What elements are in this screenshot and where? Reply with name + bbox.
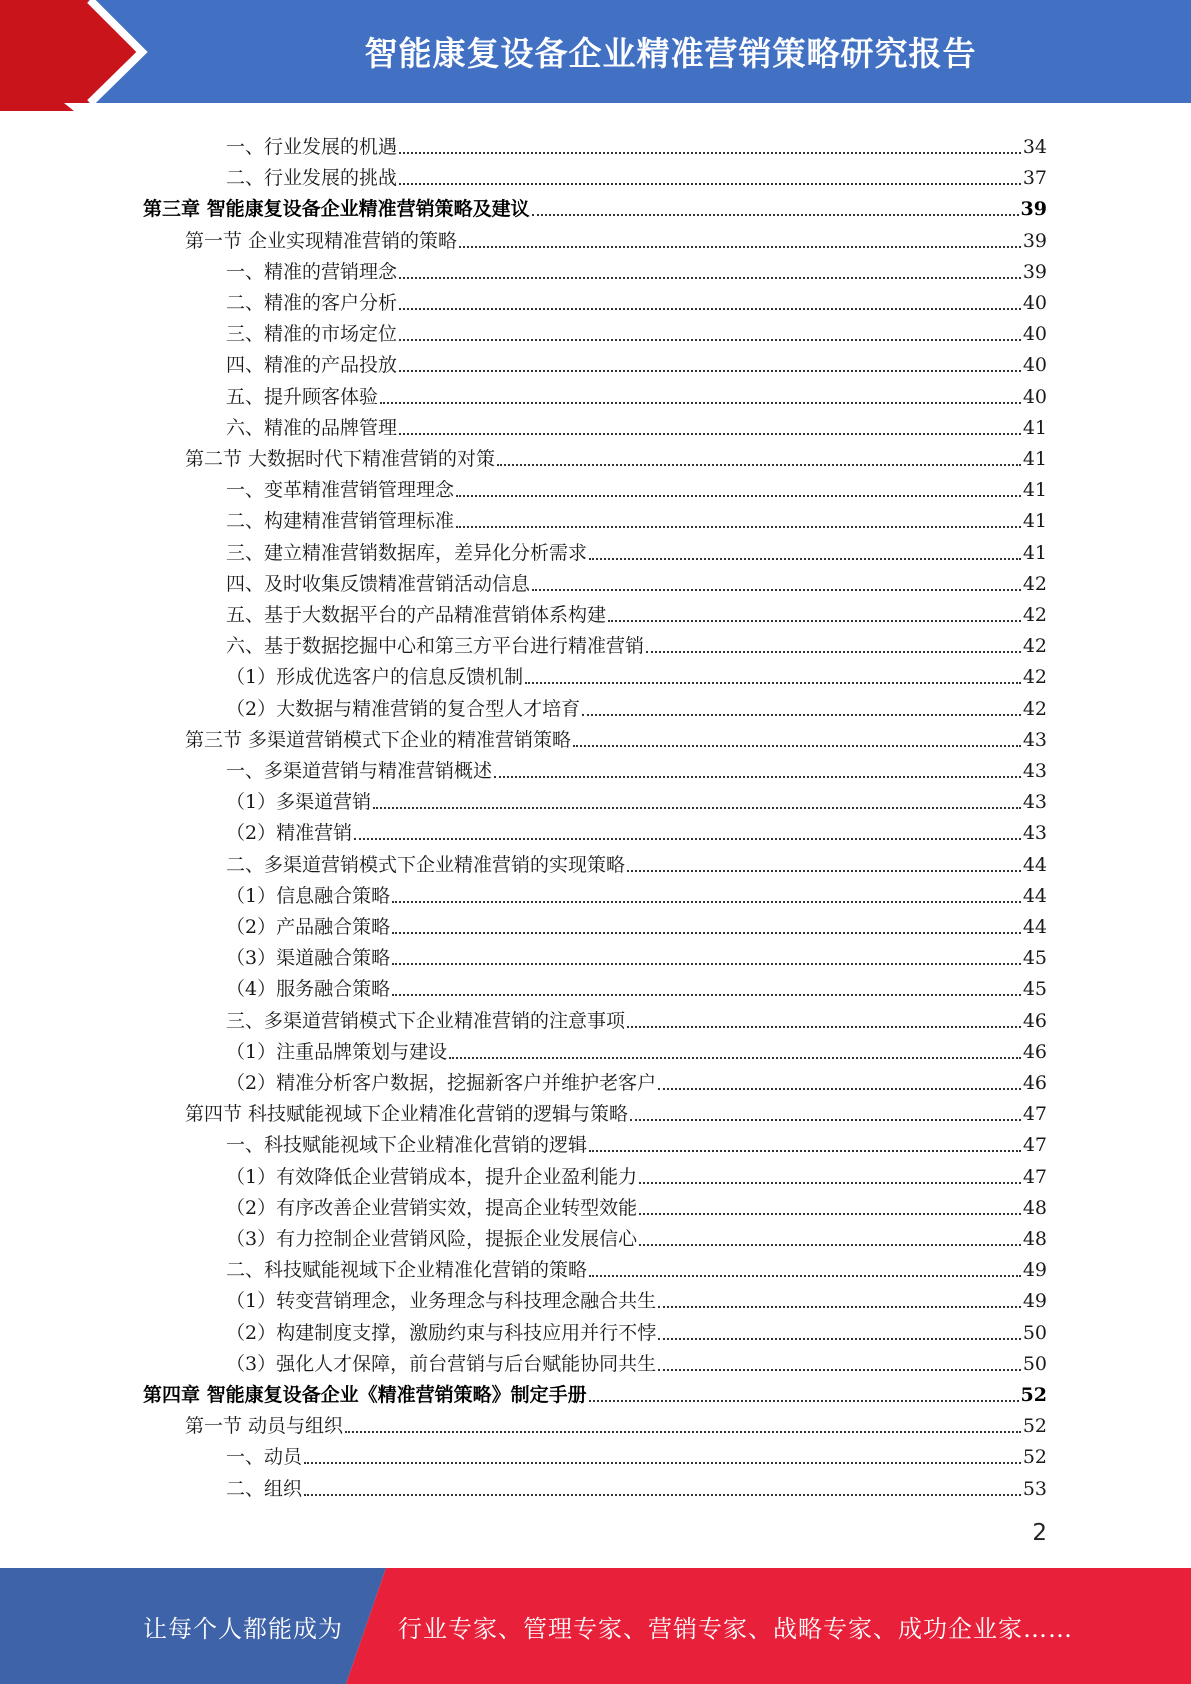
- toc-entry-page: 47: [1022, 1103, 1047, 1126]
- toc-entry[interactable]: [185, 440, 1047, 471]
- toc-dot-leader: [456, 526, 1021, 528]
- toc-entry-label: 第二节 大数据时代下精准营销的对策: [185, 448, 496, 470]
- toc-entry-page: 40: [1022, 292, 1047, 314]
- toc-entry[interactable]: [226, 1438, 1047, 1469]
- toc-entry[interactable]: [226, 1470, 1047, 1501]
- toc-entry-page: 41: [1022, 416, 1047, 439]
- toc-entry-label: 三、精准的市场定位: [226, 323, 398, 346]
- toc-entry-page: 44: [1022, 853, 1047, 876]
- toc-entry-page: 40: [1022, 354, 1047, 377]
- toc-dot-leader: [373, 807, 1021, 809]
- toc-entry[interactable]: [185, 721, 1047, 752]
- toc-entry-page: 43: [1022, 760, 1047, 782]
- toc-entry-label: 一、动员: [226, 1446, 303, 1469]
- toc-entry-label: （1）转变营销理念，业务理念与科技理念融合共生: [226, 1290, 657, 1313]
- toc-entry-label: 第三节 多渠道营销模式下企业的精准营销策略: [185, 728, 572, 751]
- toc-entry-page: 42: [1022, 604, 1047, 626]
- toc-dot-leader: [399, 277, 1021, 279]
- toc-entry-label: （2）构建制度支撑，激励约束与科技应用并行不悖: [226, 1321, 657, 1344]
- toc-entry-label: 二、行业发展的挑战: [226, 167, 398, 190]
- toc-entry[interactable]: [226, 534, 1047, 565]
- toc-dot-leader: [627, 870, 1021, 872]
- toc-entry-label: 第四章 智能康复设备企业《精准营销策略》制定手册: [143, 1384, 587, 1406]
- toc-entry-page: 42: [1022, 635, 1047, 658]
- toc-dot-leader: [399, 370, 1021, 372]
- toc-entry-label: （1）形成优选客户的信息反馈机制: [226, 666, 524, 689]
- toc-entry-page: 41: [1022, 479, 1047, 502]
- toc-entry[interactable]: [226, 409, 1047, 440]
- toc-entry[interactable]: [226, 970, 1047, 1001]
- toc-dot-leader: [392, 901, 1021, 903]
- toc-entry[interactable]: [226, 596, 1047, 627]
- toc-dot-leader: [658, 1306, 1021, 1308]
- toc-dot-leader: [532, 214, 1019, 216]
- toc-dot-leader: [532, 589, 1021, 591]
- toc-entry-page: 37: [1022, 167, 1047, 190]
- report-title: 智能康复设备企业精准营销策略研究报告: [364, 34, 977, 73]
- toc-entry[interactable]: [226, 565, 1047, 596]
- toc-entry-label: （3）强化人才保障，前台营销与后台赋能协同共生: [226, 1352, 657, 1375]
- toc-entry-label: 三、多渠道营销模式下企业精准营销的注意事项: [226, 1009, 626, 1032]
- toc-entry[interactable]: [226, 752, 1047, 783]
- toc-entry-page: 41: [1022, 448, 1047, 470]
- toc-entry[interactable]: [226, 877, 1047, 908]
- toc-dot-leader: [525, 682, 1021, 684]
- toc-entry-page: 50: [1022, 1352, 1047, 1375]
- toc-entry-page: 41: [1022, 510, 1047, 533]
- toc-entry[interactable]: [226, 658, 1047, 689]
- toc-dot-leader: [304, 1494, 1021, 1496]
- toc-entry-page: 43: [1022, 728, 1047, 751]
- toc-dot-leader: [646, 651, 1021, 653]
- toc-entry[interactable]: [226, 627, 1047, 658]
- toc-entry[interactable]: [226, 1158, 1047, 1189]
- toc-dot-leader: [589, 1150, 1021, 1152]
- toc-entry[interactable]: [185, 222, 1047, 253]
- toc-dot-leader: [627, 1026, 1021, 1028]
- toc-entry-page: 52: [1020, 1384, 1047, 1406]
- toc-dot-leader: [589, 1275, 1021, 1277]
- toc-entry-label: 第四节 科技赋能视域下企业精准化营销的逻辑与策略: [185, 1103, 629, 1126]
- toc-entry-label: 一、科技赋能视域下企业精准化营销的逻辑: [226, 1134, 588, 1157]
- toc-entry-page: 40: [1022, 385, 1047, 408]
- toc-dot-leader: [392, 932, 1021, 934]
- toc-entry[interactable]: [226, 846, 1047, 877]
- toc-entry-page: 49: [1022, 1290, 1047, 1313]
- toc-dot-leader: [449, 1057, 1021, 1059]
- toc-entry-page: 34: [1022, 136, 1047, 158]
- toc-entry[interactable]: [226, 1282, 1047, 1313]
- toc-entry-label: 一、多渠道营销与精准营销概述: [226, 760, 493, 782]
- toc-entry-page: 47: [1022, 1134, 1047, 1157]
- toc-entry-page: 46: [1022, 1040, 1047, 1063]
- toc-entry-page: 39: [1022, 260, 1047, 283]
- toc-entry[interactable]: [226, 315, 1047, 346]
- toc-chapter-entry[interactable]: [143, 190, 1047, 221]
- toc-entry-page: 42: [1022, 666, 1047, 689]
- toc-entry[interactable]: [226, 1126, 1047, 1157]
- toc-entry-page: 45: [1022, 947, 1047, 970]
- toc-dot-leader: [345, 1431, 1021, 1433]
- toc-dot-leader: [589, 558, 1021, 560]
- toc-dot-leader: [304, 1462, 1021, 1464]
- toc-entry-label: （1）有效降低企业营销成本，提升企业盈利能力: [226, 1165, 638, 1188]
- toc-dot-leader: [639, 1182, 1021, 1184]
- footer-slogan-left: 让每个人都能成为: [143, 1614, 343, 1643]
- toc-entry-label: （2）大数据与精准营销的复合型人才培育: [226, 697, 581, 720]
- toc-entry-label: 六、精准的品牌管理: [226, 416, 398, 439]
- toc-entry[interactable]: [226, 1002, 1047, 1033]
- toc-entry-page: 40: [1022, 323, 1047, 346]
- toc-entry-page: 52: [1022, 1415, 1047, 1438]
- toc-entry-page: 48: [1022, 1228, 1047, 1250]
- toc-entry-label: 二、精准的客户分析: [226, 292, 398, 314]
- toc-entry-label: 四、精准的产品投放: [226, 354, 398, 377]
- toc-entry-page: 42: [1022, 572, 1047, 595]
- toc-entry[interactable]: [185, 1095, 1047, 1126]
- toc-dot-leader: [392, 963, 1021, 965]
- toc-entry-page: 45: [1022, 978, 1047, 1001]
- toc-dot-leader: [399, 339, 1021, 341]
- toc-entry-page: 49: [1022, 1259, 1047, 1282]
- toc-entry-page: 47: [1022, 1165, 1047, 1188]
- page-header: [0, 0, 1191, 111]
- toc-entry-page: 42: [1022, 697, 1047, 720]
- toc-entry[interactable]: [226, 1220, 1047, 1251]
- toc-entry[interactable]: [226, 1314, 1047, 1345]
- toc-entry-page: 46: [1022, 1072, 1047, 1094]
- toc-dot-leader: [582, 714, 1021, 716]
- toc-dot-leader: [456, 495, 1021, 497]
- toc-dot-leader: [459, 246, 1021, 248]
- toc-dot-leader: [399, 183, 1021, 185]
- toc-entry-page: 53: [1022, 1477, 1047, 1500]
- toc-entry[interactable]: [226, 502, 1047, 533]
- toc-entry[interactable]: [226, 159, 1047, 190]
- toc-entry-page: 41: [1022, 541, 1047, 564]
- toc-entry-label: （2）有序改善企业营销实效，提高企业转型效能: [226, 1196, 638, 1219]
- toc-entry-label: 第三章 智能康复设备企业精准营销策略及建议: [143, 198, 530, 221]
- toc-entry-label: 第一节 企业实现精准营销的策略: [185, 229, 458, 252]
- toc-entry-page: 43: [1022, 791, 1047, 814]
- toc-entry-label: 三、建立精准营销数据库，差异化分析需求: [226, 541, 588, 564]
- toc-entry[interactable]: [226, 783, 1047, 814]
- toc-entry-label: （1）信息融合策略: [226, 884, 391, 907]
- toc-entry[interactable]: [226, 128, 1047, 159]
- toc-dot-leader: [639, 1213, 1021, 1215]
- toc-entry-label: （2）精准营销: [226, 822, 353, 845]
- toc-entry[interactable]: [226, 1345, 1047, 1376]
- page-footer: [0, 1568, 1191, 1684]
- toc-entry-label: （3）渠道融合策略: [226, 947, 391, 970]
- toc-entry-page: 50: [1022, 1321, 1047, 1344]
- toc-dot-leader: [354, 838, 1021, 840]
- toc-entry[interactable]: [226, 378, 1047, 409]
- toc-entry-label: 一、精准的营销理念: [226, 260, 398, 283]
- toc-dot-leader: [658, 1088, 1021, 1090]
- toc-entry-page: 44: [1022, 884, 1047, 907]
- toc-dot-leader: [608, 620, 1021, 622]
- toc-entry-label: 五、提升顾客体验: [226, 385, 379, 408]
- toc-entry-label: 五、基于大数据平台的产品精准营销体系构建: [226, 604, 607, 626]
- toc-dot-leader: [399, 152, 1021, 154]
- toc-entry-page: 43: [1022, 822, 1047, 845]
- toc-entry-label: （2）精准分析客户数据，挖掘新客户并维护老客户: [226, 1072, 657, 1094]
- toc-entry-label: 二、构建精准营销管理标准: [226, 510, 455, 533]
- toc-entry-page: 44: [1022, 916, 1047, 938]
- toc-entry-page: 39: [1020, 198, 1047, 221]
- toc-entry-label: （3）有力控制企业营销风险，提振企业发展信心: [226, 1228, 638, 1250]
- toc-entry-label: 六、基于数据挖掘中心和第三方平台进行精准营销: [226, 635, 645, 658]
- toc-entry[interactable]: [226, 1189, 1047, 1220]
- toc-entry[interactable]: [226, 690, 1047, 721]
- toc-entry-label: （1）多渠道营销: [226, 791, 372, 814]
- page-number: 2: [1032, 1520, 1047, 1546]
- footer-slogan-right: 行业专家、管理专家、营销专家、战略专家、成功企业家……: [398, 1614, 1073, 1643]
- toc-dot-leader: [380, 402, 1021, 404]
- toc-dot-leader: [494, 776, 1021, 778]
- toc-dot-leader: [639, 1244, 1021, 1246]
- toc-dot-leader: [589, 1400, 1019, 1402]
- toc-entry[interactable]: [226, 908, 1047, 939]
- toc-chapter-entry[interactable]: [143, 1376, 1047, 1407]
- toc-entry-label: 第一节 动员与组织: [185, 1415, 344, 1438]
- toc-entry[interactable]: [226, 471, 1047, 502]
- toc-dot-leader: [399, 433, 1021, 435]
- toc-entry[interactable]: [226, 346, 1047, 377]
- toc-entry-page: 46: [1022, 1009, 1047, 1032]
- toc-dot-leader: [497, 464, 1021, 466]
- toc-entry-label: （1）注重品牌策划与建设: [226, 1040, 448, 1063]
- toc-dot-leader: [630, 1119, 1021, 1121]
- toc-dot-leader: [658, 1369, 1021, 1371]
- toc-entry-label: 二、科技赋能视域下企业精准化营销的策略: [226, 1259, 588, 1282]
- toc-entry-label: 一、行业发展的机遇: [226, 136, 398, 158]
- toc-entry[interactable]: [226, 814, 1047, 845]
- toc-entry-page: 48: [1022, 1196, 1047, 1219]
- toc-entry-page: 39: [1022, 229, 1047, 252]
- toc-dot-leader: [658, 1338, 1021, 1340]
- toc-dot-leader: [399, 308, 1021, 310]
- toc-entry-label: （2）产品融合策略: [226, 916, 391, 938]
- toc-entry-label: 一、变革精准营销管理理念: [226, 479, 455, 502]
- toc-entry[interactable]: [226, 1033, 1047, 1064]
- toc-entry-page: 52: [1022, 1446, 1047, 1469]
- toc-entry[interactable]: [226, 939, 1047, 970]
- toc-entry-label: 四、及时收集反馈精准营销活动信息: [226, 572, 531, 595]
- toc-entry[interactable]: [226, 284, 1047, 315]
- toc-entry-label: （4）服务融合策略: [226, 978, 391, 1001]
- toc-dot-leader: [573, 745, 1021, 747]
- toc-entry[interactable]: [185, 1407, 1047, 1438]
- toc-entry[interactable]: [226, 1251, 1047, 1282]
- toc-entry-label: 二、组织: [226, 1477, 303, 1500]
- toc-entry[interactable]: [226, 253, 1047, 284]
- toc-entry-label: 二、多渠道营销模式下企业精准营销的实现策略: [226, 853, 626, 876]
- toc-entry[interactable]: [226, 1064, 1047, 1095]
- toc-dot-leader: [392, 994, 1021, 996]
